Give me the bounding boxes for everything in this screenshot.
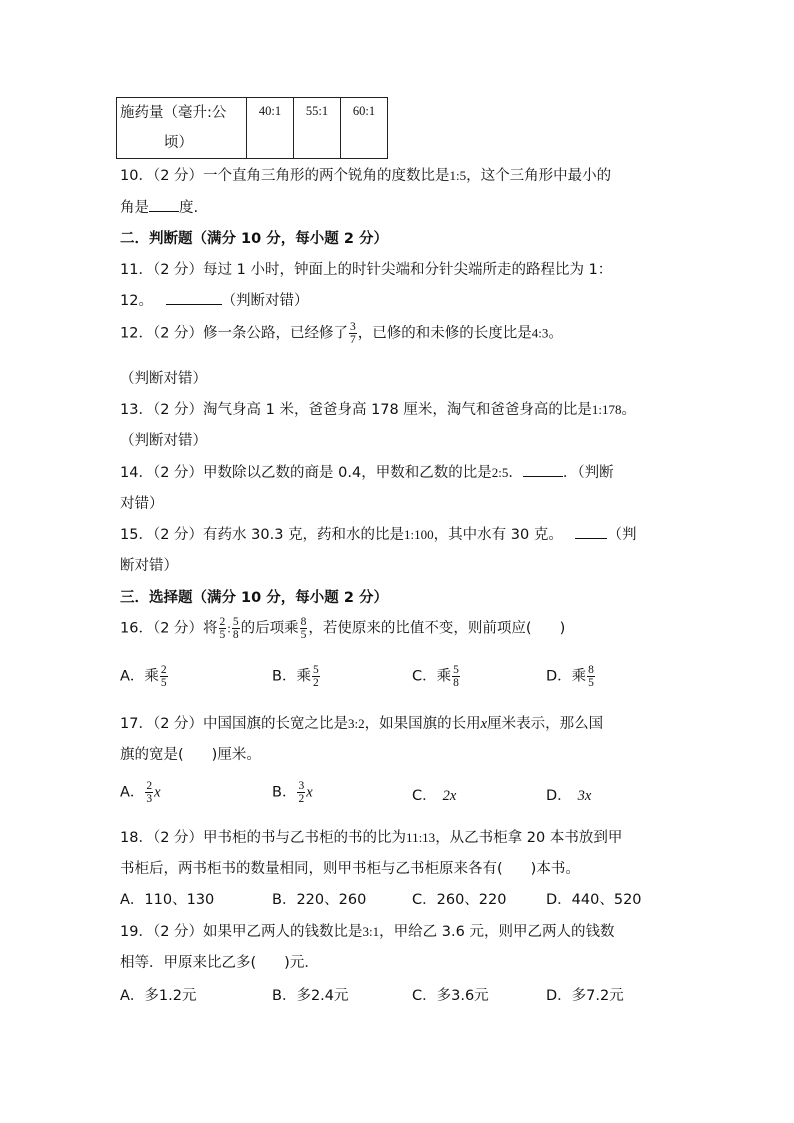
q17-option-a[interactable] xyxy=(120,780,161,805)
option-expression: 3x xyxy=(577,788,592,804)
q14-ratio: 2:5 xyxy=(491,465,509,480)
q18-option-d[interactable]: D．440、520 xyxy=(546,892,642,908)
q19-text-b: ，甲给乙 3.6 元，则甲乙两人的钱数 xyxy=(379,924,615,940)
fraction-denominator: 8 xyxy=(453,677,459,689)
q17-option-c[interactable] xyxy=(412,784,456,805)
section-3-heading: 三．选择题（满分 10 分，每小题 2 分） xyxy=(120,590,388,606)
q18-option-b[interactable]: B．220、260 xyxy=(272,892,367,908)
fraction-numerator: 8 xyxy=(300,616,307,628)
q17-line2-tail: )厘米。 xyxy=(211,747,261,763)
answer-blank[interactable] xyxy=(523,462,563,477)
q19-option-b[interactable]: B．多2.4元 xyxy=(272,988,349,1004)
option-variable: x xyxy=(306,784,313,801)
q10-line2-tail: 度. xyxy=(179,200,199,216)
q17-text-c: 厘米表示，那么国 xyxy=(487,716,604,732)
fraction-numerator: 3 xyxy=(298,780,305,792)
q17-ratio: 3:2 xyxy=(348,716,365,731)
q10-text-b: ，这个三角形中最小的 xyxy=(466,168,612,184)
fraction-denominator: 3 xyxy=(146,793,153,805)
fraction-denominator: 5 xyxy=(219,629,226,641)
q10-text: 10．（2 分）一个直角三角形的两个锐角的度数比是 xyxy=(120,168,450,184)
q19-line2-text: 相等．甲原来比乙多( xyxy=(120,955,257,971)
fraction-numerator: 2 xyxy=(146,780,153,792)
q17-text-b: ，如果国旗的长用 xyxy=(364,716,481,732)
fraction-denominator: 5 xyxy=(300,629,307,641)
q13-line2: （判断对错） xyxy=(120,433,207,449)
option-variable: x xyxy=(154,784,161,801)
q14-text: 14．（2 分）甲数除以乙数的商是 0.4，甲数和乙数的比是 xyxy=(120,465,492,481)
dosage-table xyxy=(116,97,388,159)
q12-line2: （判断对错） xyxy=(120,371,207,387)
q16-stem xyxy=(120,616,565,641)
option-fraction xyxy=(587,664,595,689)
q19-line1 xyxy=(120,920,614,941)
q18-line1 xyxy=(120,826,622,847)
option-fraction xyxy=(297,780,305,805)
q14-line1 xyxy=(120,461,614,482)
dosage-value-1: 40:1 xyxy=(247,98,294,159)
q19-option-d[interactable]: D．多7.2元 xyxy=(546,988,624,1004)
q16-fraction-1 xyxy=(219,616,227,641)
fraction-numerator: 2 xyxy=(160,664,167,676)
q19-option-a[interactable]: A．多1.2元 xyxy=(120,988,197,1004)
q11-judge: （判断对错） xyxy=(221,293,309,309)
q18-line2 xyxy=(120,857,580,878)
q12-fraction xyxy=(349,321,357,346)
q17-option-d[interactable] xyxy=(546,784,591,805)
q19-ratio: 3:1 xyxy=(362,924,380,939)
q12-text-b: ，已修的和未修的长度比是 xyxy=(357,325,532,342)
q12-line1 xyxy=(120,321,563,346)
dosage-label-cell xyxy=(117,98,247,159)
section-2-heading: 二．判断题（满分 10 分，每小题 2 分） xyxy=(120,231,388,247)
option-label: D．乘 xyxy=(546,668,587,685)
option-fraction xyxy=(452,664,460,689)
q17-option-b[interactable] xyxy=(272,780,313,805)
option-label: C．乘 xyxy=(412,668,452,685)
q15-judge: （判 xyxy=(607,527,637,543)
q16-option-b[interactable] xyxy=(272,664,321,689)
answer-blank[interactable] xyxy=(166,290,222,305)
option-label: A． xyxy=(120,784,145,801)
q17-text: 17．（2 分）中国国旗的长宽之比是 xyxy=(120,716,349,732)
ratio-colon: : xyxy=(227,620,231,636)
fraction-denominator: 2 xyxy=(298,793,305,805)
option-fraction xyxy=(145,780,153,805)
q16-text-c: ，若使原来的比值不变，则前项应( xyxy=(308,620,532,637)
q12-text-c: 。 xyxy=(548,325,563,342)
fraction-numerator: 5 xyxy=(232,616,239,628)
q16-text-d: ) xyxy=(559,620,566,637)
q18-line2-text: 书柜后，两书柜书的数量相同，则甲书柜与乙书柜原来各有( xyxy=(120,861,503,877)
q16-fraction-3 xyxy=(300,616,308,641)
q16-option-d[interactable] xyxy=(546,664,596,689)
q10-line2 xyxy=(120,196,198,217)
q19-option-c[interactable]: C．多3.6元 xyxy=(412,988,489,1004)
q18-text: 18．（2 分）甲书柜的书与乙书柜的书的比为 xyxy=(120,830,407,846)
q13-ratio: 1:178 xyxy=(591,402,622,417)
fraction-denominator: 7 xyxy=(350,334,356,346)
q17-line2 xyxy=(120,743,261,764)
option-label: B． xyxy=(272,784,297,801)
option-label: C． xyxy=(412,788,437,804)
dosage-value-2: 55:1 xyxy=(294,98,341,159)
q11-line2 xyxy=(120,289,309,310)
q19-line2-tail: )元． xyxy=(284,955,319,971)
fraction-numerator: 5 xyxy=(453,664,459,676)
option-label: A．乘 xyxy=(120,668,159,685)
option-fraction xyxy=(160,664,168,689)
dosage-label-line2: 顷） xyxy=(164,135,193,151)
q15-ratio: 1:100 xyxy=(404,527,434,542)
fraction-denominator: 5 xyxy=(160,677,167,689)
option-label: B．乘 xyxy=(272,668,311,685)
q10-line2-text: 角是 xyxy=(120,200,149,216)
q19-text: 19．（2 分）如果甲乙两人的钱数比是 xyxy=(120,924,363,940)
option-fraction xyxy=(312,664,320,689)
q14-text-b: ． xyxy=(508,465,523,481)
dosage-value-3: 60:1 xyxy=(341,98,388,159)
fraction-denominator: 8 xyxy=(232,629,239,641)
q13-line1 xyxy=(120,398,636,419)
q11-line1: 11．（2 分）每过 1 小时，钟面上的时针尖端和分针尖端所走的路程比为 1： xyxy=(120,262,613,278)
q13-text-b: 。 xyxy=(621,402,636,418)
q16-fraction-2 xyxy=(232,616,240,641)
q18-option-c[interactable]: C．260、220 xyxy=(412,892,507,908)
answer-blank[interactable] xyxy=(575,524,607,539)
q16-text: 16．（2 分）将 xyxy=(120,620,218,637)
q14-judge: ．（判断 xyxy=(562,465,614,481)
q18-option-a[interactable]: A．110、130 xyxy=(120,892,215,908)
q10-line1 xyxy=(120,164,611,185)
q18-text-b: ，从乙书柜拿 20 本书放到甲 xyxy=(435,830,623,846)
fraction-denominator: 5 xyxy=(588,677,594,689)
q15-text-b: ，其中水有 30 克。 xyxy=(433,527,563,543)
q12-text: 12．（2 分）修一条公路，已经修了 xyxy=(120,325,349,342)
fraction-denominator: 2 xyxy=(312,677,319,689)
q17-line2-text: 旗的宽是( xyxy=(120,747,184,763)
q11-line2-text: 12。 xyxy=(120,293,153,309)
fraction-numerator: 2 xyxy=(219,616,226,628)
q12-ratio: 4:3 xyxy=(531,325,549,341)
option-label: D． xyxy=(546,788,572,804)
q16-text-b: 的后项乘 xyxy=(240,620,299,637)
q13-text: 13．（2 分）淘气身高 1 米，爸爸身高 178 厘米，淘气和爸爸身高的比是 xyxy=(120,402,592,418)
q15-line2: 断对错） xyxy=(120,558,178,574)
q10-ratio: 1:5 xyxy=(449,168,467,183)
option-expression: 2x xyxy=(442,788,457,804)
fraction-numerator: 5 xyxy=(312,664,319,676)
q17-variable: x xyxy=(480,716,488,732)
q15-line1 xyxy=(120,523,636,544)
q19-line2 xyxy=(120,951,319,972)
q18-ratio: 11:13 xyxy=(406,830,436,845)
q14-line2: 对错） xyxy=(120,496,164,512)
q16-option-a[interactable] xyxy=(120,664,169,689)
fraction-numerator: 8 xyxy=(588,664,594,676)
q15-text: 15．（2 分）有药水 30.3 克，药和水的比是 xyxy=(120,527,405,543)
q18-line2-tail: )本书。 xyxy=(530,861,580,877)
q16-option-c[interactable] xyxy=(412,664,461,689)
dosage-label-line1: 施药量（毫升:公 xyxy=(120,105,227,121)
answer-blank[interactable] xyxy=(149,197,179,212)
q17-line1 xyxy=(120,712,603,733)
fraction-numerator: 3 xyxy=(350,321,356,333)
